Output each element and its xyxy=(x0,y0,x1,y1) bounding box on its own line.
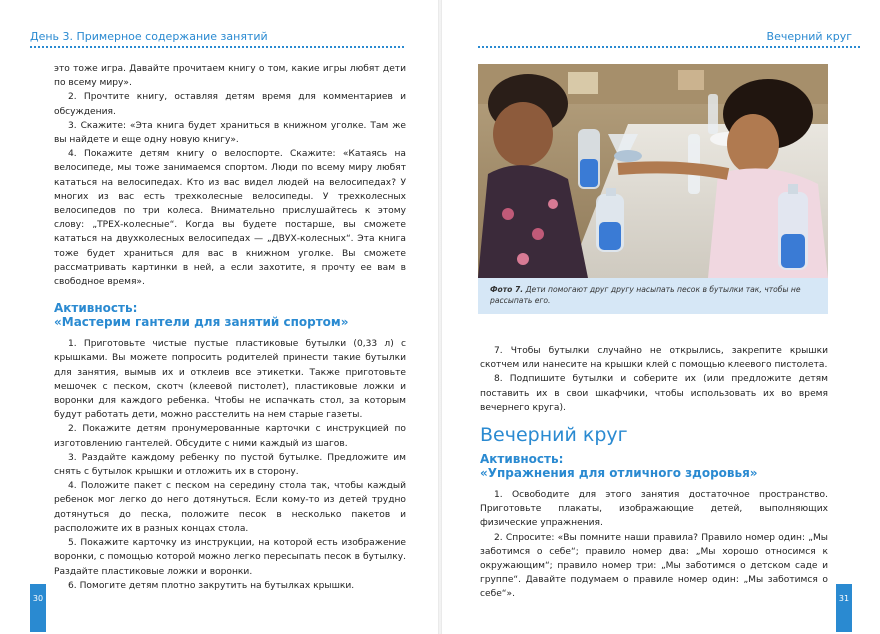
photo-children-pouring-sand xyxy=(478,64,828,278)
paragraph: 1. Приготовьте чистые пустые пластиковые бутылки (0,33 л) с крышками. Вы можете попросить родителей принести такие бутылки для занятия, вымыв их и отклеив все этикетки. Также приготовьте мешочек с песком, скотч (клеевой пистолет), пластиковые ложки и воронки для каждого ребенка. Чтобы не испачкать стол, за которым будут работать дети, можно расстелить на нем старые газеты. xyxy=(54,339,406,421)
activity-title: «Упражнения для отличного здоровья» xyxy=(480,466,758,480)
paragraph: это тоже игра. Давайте прочитаем книгу о том, какие игры любят дети по всему миру». xyxy=(54,64,406,89)
header-rule-right xyxy=(478,46,860,48)
running-head-right: Вечерний круг xyxy=(766,30,852,43)
right-body-top xyxy=(480,344,828,415)
left-body xyxy=(54,62,406,593)
paragraph: 3. Скажите: «Эта книга будет храниться в книжном уголке. Там же вы найдете и еще одну новую книгу». xyxy=(54,120,406,146)
paragraph: 2. Спросите: «Вы помните наши правила? Правило номер один: „Мы заботимся о себе“; правило номер два: „Мы хорошо относимся к окружающим“; правило номер три: „Мы заботимся о детском саде и группе“. Давайте подумаем о правиле номер один: „Мы заботимся о себе“». xyxy=(480,532,828,600)
photo-image-icon xyxy=(478,64,828,278)
page-number-left: 30 xyxy=(30,584,46,632)
activity-label: Активность: xyxy=(54,301,138,316)
paragraph: 7. Чтобы бутылки случайно не открылись, закрепите крышки скотчем или нанесите на крышки клей с помощью клеевого пистолета. xyxy=(480,346,828,371)
left-page xyxy=(0,0,438,634)
right-body-bottom xyxy=(480,452,828,602)
paragraph: 5. Покажите карточку из инструкции, на которой есть изображение воронки, с помощью которой можно легко пересыпать песок в бутылку. Раздайте пластиковые ложки и воронки. xyxy=(54,538,406,577)
photo-caption xyxy=(478,278,828,314)
activity-heading-right xyxy=(480,452,828,480)
activity-label: Активность: xyxy=(480,452,564,466)
paragraph: 2. Покажите детям пронумерованные карточки с инструкцией по изготовлению гантелей. Обсудите с ними каждый из шагов. xyxy=(54,424,406,449)
paragraph: 8. Подпишите бутылки и соберите их (или предложите детям поставить их в свои шкафчики, чтобы использовать их во время вечернего круга). xyxy=(480,374,828,413)
caption-label: Фото 7. xyxy=(490,285,524,294)
paragraph: 3. Раздайте каждому ребенку по пустой бутылке. Предложите им снять с бутылок крышки и отложить их в сторону. xyxy=(54,452,406,478)
running-head-left: День 3. Примерное содержание занятий xyxy=(30,30,268,43)
activity-heading-left xyxy=(54,301,406,329)
paragraph: 4. Покажите детям книгу о велоспорте. Скажите: «Катаясь на велосипеде, мы тоже занимаемся спортом. Люди по всему миру любят кататься на велосипедах. Кто из вас видел людей на велосипедах? У многих из вас есть трехколесные велосипеды. У трехколесных велосипедов по три колеса. Внимательно прислушайтесь к этому слову: „ТРЕХ-колесные“. Когда вы будете постарше, вы сможете кататься на двухколесных велосипедах — „ДВУХ-колесных“. Эта книга тоже будет храниться для вас в книжном уголке. Вы сможете рассматривать картинки в ней, а если захотите, я прочту ее вам в свободное время». xyxy=(54,149,406,288)
paragraph: 4. Положите пакет с песком на середину стола так, чтобы каждый ребенок мог легко до него дотянуться. Если кому-то из детей трудно дотянуться до песка, положите песок в несколько пакетов и расположите их в разных концах стола. xyxy=(54,481,406,534)
paragraph: 6. Помогите детям плотно закрутить на бутылках крышки. xyxy=(68,580,355,591)
paragraph: 2. Прочтите книгу, оставляя детям время для комментариев и обсуждения. xyxy=(54,92,406,117)
header-rule-left xyxy=(30,46,404,48)
paragraph: 1. Освободите для этого занятия достаточное пространство. Приготовьте плакаты, изображающие детей, выполняющих физические упражнения. xyxy=(480,490,828,529)
section-title: Вечерний круг xyxy=(480,424,628,446)
page-number-right: 31 xyxy=(836,584,852,632)
activity-title: «Мастерим гантели для занятий спортом» xyxy=(54,315,349,330)
caption-text: Дети помогают друг другу насыпать песок в бутылки так, чтобы не рассыпать его. xyxy=(490,285,801,305)
